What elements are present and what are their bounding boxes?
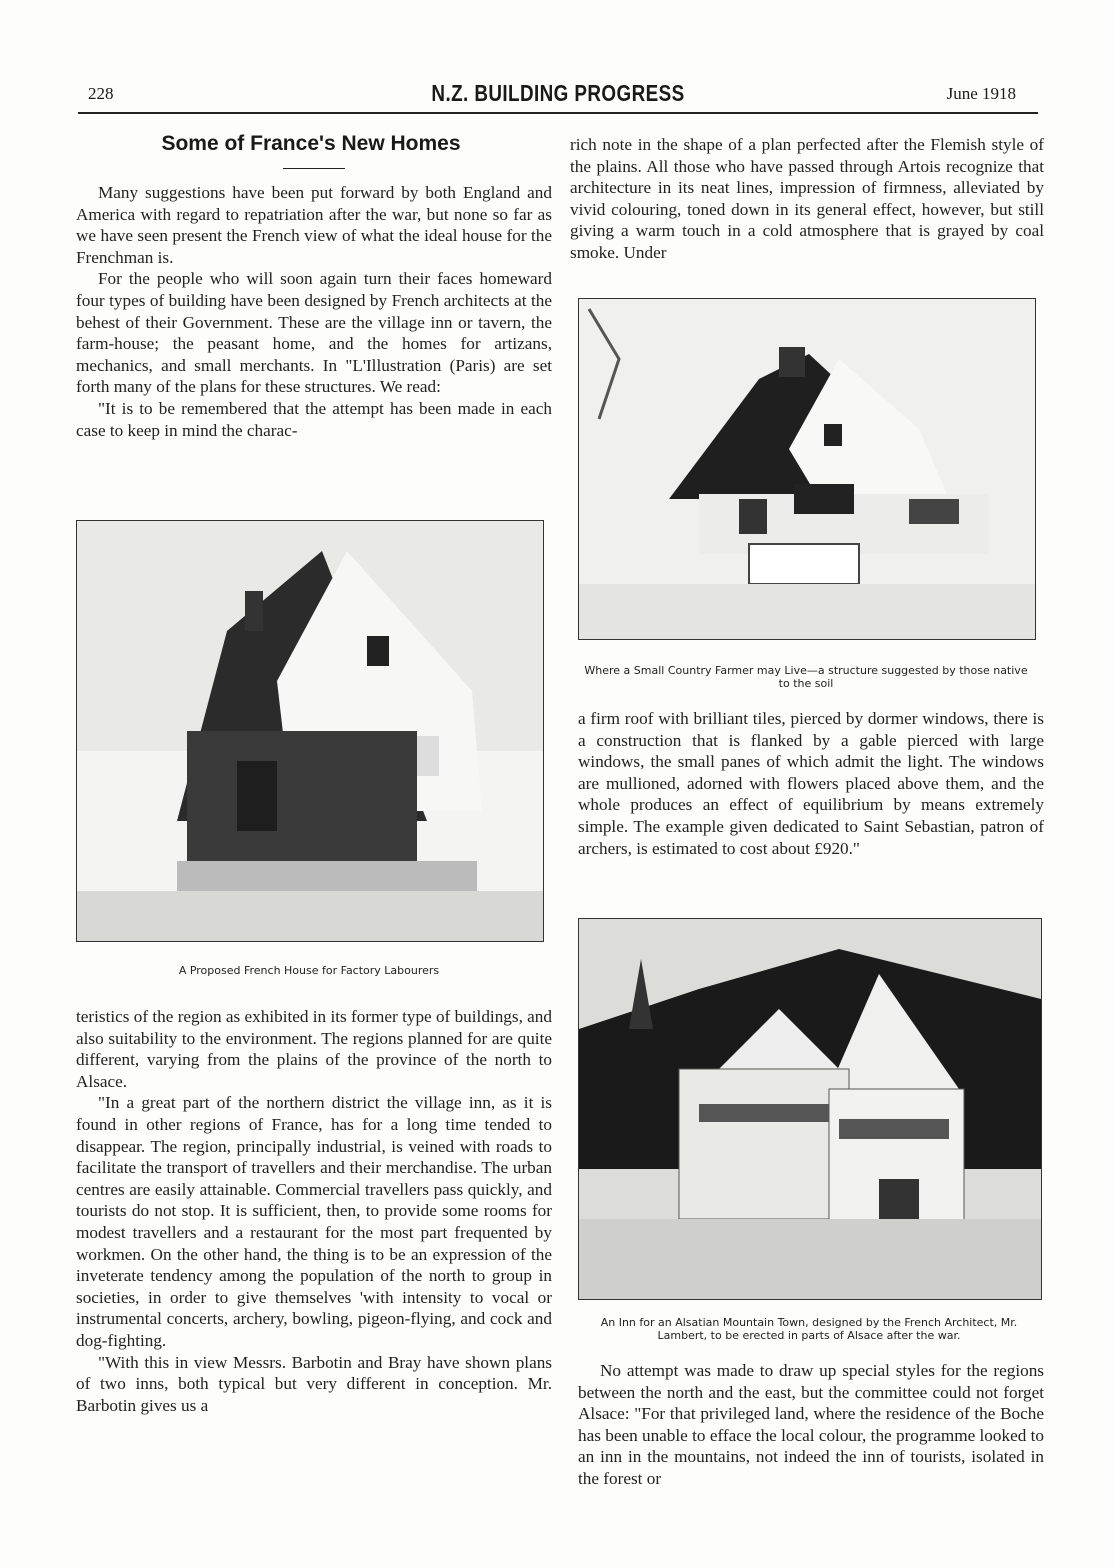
paragraph: a firm roof with brilliant tiles, pierced by dormer windows, there is a construction that is flanked by a gable pierced with large windows, the small panes of which admit the light. The windows are mullioned, adorned with flowers placed above them, and the whole produces an effect of equilibrium by means extremely simple. The example given dedicated to Saint Sebastian, patron of archers, is estimated to cost about £920.": [578, 709, 1044, 858]
alsatian-inn-caption: An Inn for an Alsatian Mountain Town, designed by the French Architect, Mr. Lambert, to be erected in parts of Alsace after the war.: [600, 1316, 1018, 1342]
right-column-top: [570, 134, 1044, 264]
title-rule: [283, 168, 345, 169]
masthead: N.Z. BUILDING PROGRESS: [431, 80, 685, 106]
paragraph: Many suggestions have been put forward by both England and America with regard to repatriation after the war, but none so far as we have seen present the French view of what the ideal house for the Frenchman is.: [76, 183, 552, 267]
factory-house-photo: [76, 520, 544, 942]
right-column-bottom: [578, 1360, 1044, 1490]
factory-house-caption: A Proposed French House for Factory Labourers: [178, 964, 440, 977]
paragraph: teristics of the region as exhibited in its former type of buildings, and also suitability to the environment. The regions planned for are quite different, varying from the plains of the province of the north to Alsace.: [76, 1007, 552, 1091]
paragraph: "It is to be remembered that the attempt has been made in each case to keep in mind the charac-: [76, 398, 552, 440]
issue-date: June 1918: [946, 84, 1016, 103]
left-column-bottom: [76, 1006, 552, 1416]
paragraph: rich note in the shape of a plan perfected after the Flemish style of the plains. All those who have passed through Artois recognize that architecture in its neat lines, impression of firmness, alleviated by vivid colouring, toned down in its general effect, however, but still giving a warm touch in a cold atmosphere that is grayed by coal smoke. Under: [570, 135, 1044, 262]
left-column-top: [76, 182, 552, 441]
paragraph: "In a great part of the northern district the village inn, as it is found in other regions of France, has for a long time tended to disappear. The region, principally industrial, is veined with roads to facilitate the transport of travellers and their merchandise. The urban centres are easily attainable. Commercial travellers pass quickly, and tourists do not stop. It is sufficient, then, to provide some rooms for modest travellers and a restaurant for the most part frequented by workmen. On the other hand, the thing is to be an expression of the inveterate tendency among the population of the north to group in societies, in order to give themselves 'with intensity to vocal or instrumental concerts, archery, bowling, pigeon-flying, and cock and dog-fighting.: [76, 1093, 552, 1350]
paragraph: "With this in view Messrs. Barbotin and Bray have shown plans of two inns, both typical but very different in conception. Mr. Barbotin gives us a: [76, 1352, 552, 1415]
page-header: [78, 80, 1038, 114]
farmer-house-photo: [578, 298, 1036, 640]
right-column-middle: [578, 708, 1044, 859]
paragraph: For the people who will soon again turn their faces homeward four types of building have been designed by French architects at the behest of their Government. These are the village inn or tavern, the farm-house; the peasant home, and the homes for artizans, mechanics, and small merchants. In "L'Illustration (Paris) are set forth many of the plans for these structures. We read:: [76, 269, 552, 397]
farmer-house-caption: Where a Small Country Farmer may Live—a structure suggested by those native to the soil: [584, 664, 1028, 690]
article-title: Some of France's New Homes: [161, 132, 461, 155]
paragraph: No attempt was made to draw up special styles for the regions between the north and the east, but the committee could not forget Alsace: "For that privileged land, where the residence of the Boche has been unable to efface the local colour, the programme looked to an inn in the mountains, not indeed the inn of tourists, isolated in the forest or: [578, 1361, 1044, 1488]
page-number: 228: [88, 84, 114, 103]
alsatian-inn-photo: [578, 918, 1042, 1300]
